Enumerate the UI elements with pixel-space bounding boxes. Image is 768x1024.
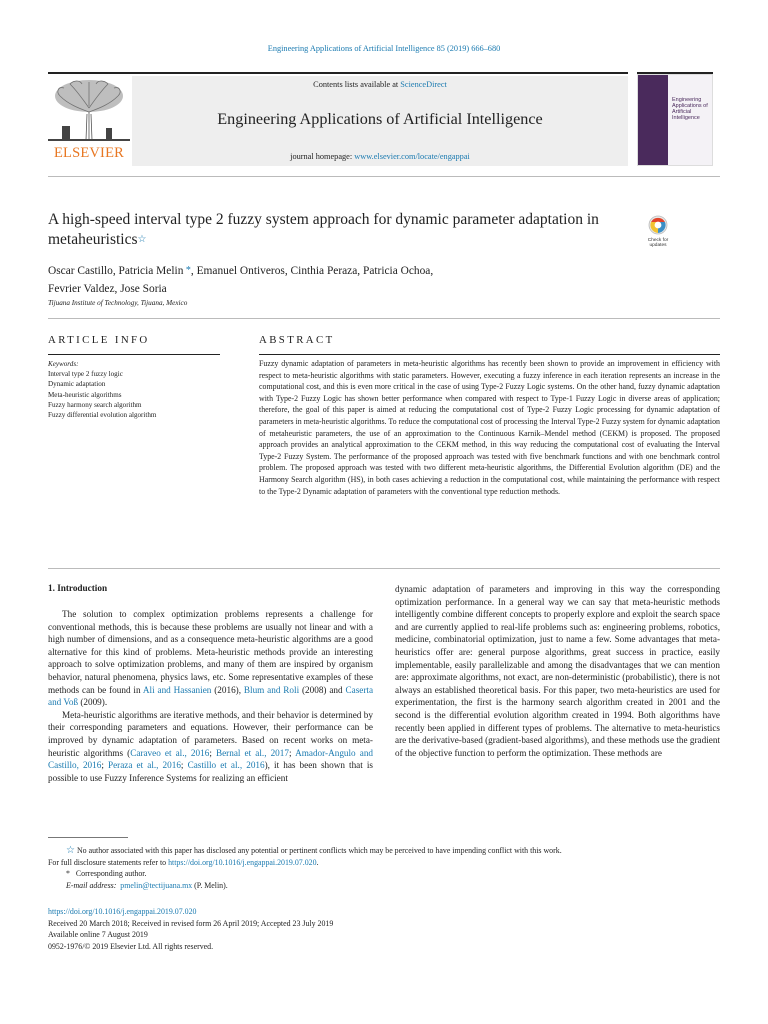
authors-line1-rest: , Emanuel Ontiveros, Cinthia Peraza, Patricia Ochoa, [190, 265, 434, 277]
text-separator: , [238, 684, 244, 695]
footnote-1-line2 [48, 857, 720, 869]
homepage-link[interactable]: www.elsevier.com/locate/engappai [354, 152, 470, 161]
abstract-rule [259, 354, 720, 355]
publication-info [48, 906, 333, 952]
journal-homepage [132, 152, 628, 161]
sciencedirect-link[interactable]: ScienceDirect [400, 80, 447, 89]
email-suffix: (P. Melin). [192, 880, 228, 890]
intro-p1-text: The solution to complex optimization problems represents a challenge for conventional methods, this is because these problems are usually not linear and with a high number of dimensions, and as a consequence meta-heuristic algorithms are a good alternative for this kind of problems. Meta-heuristic methods provide an interesting approach to solve optimization problems, and many of them are inspired by organism behavior, natural phenomena, physics laws, etc. Some representative examples of these methods can be found in [48, 609, 373, 695]
abstract-heading: ABSTRACT [259, 334, 335, 346]
text-separator: ; [180, 760, 188, 771]
cover-thumbnail [637, 74, 713, 166]
text-separator: ; [288, 747, 296, 758]
citation-link[interactable]: Amador-Angulo and Castillo, 2016 [48, 747, 374, 771]
contents-prefix: Contents lists available at [313, 80, 401, 89]
svg-text:updates: updates [649, 243, 667, 248]
elsevier-logo [48, 78, 130, 162]
keyword-item: Fuzzy differential evolution algorithm [48, 411, 157, 420]
keyword-item: Interval type 2 fuzzy logic [48, 370, 123, 379]
citation-link[interactable]: Ali and Hassanien [142, 684, 212, 695]
journal-reference-link[interactable]: Engineering Applications of Artificial Intelligence 85 (2019) 666–680 [267, 44, 501, 53]
email-line [48, 880, 720, 892]
homepage-prefix: journal homepage: [290, 152, 355, 161]
text-separator: ; [101, 760, 108, 771]
footnote-2 [48, 868, 720, 880]
abstract-text: Fuzzy dynamic adaptation of parameters in meta-heuristic algorithms has recently been shown to provide an improvement in efficiency with respect to meta-heuristic algorithms with static parameters. However, executing a fuzzy inference in each iteration represents an increase in the computational cost, and this is even more critical in the case of using Type-2 Fuzzy Logic systems. On the other hand, fuzzy dynamic adaptation with Type-2 Fuzzy Logic has shown better performance when compared with respect to Type-1 Fuzzy Logic in diverse areas of application; therefore, the goal of this paper is aimed at reducing the computational cost of Type-2 Fuzzy Logic processing for dynamic adaptation of parameters in meta-heuristic algorithms. To reduce the computational cost of processing the Interval Type-2 Fuzzy system for dynamic adaptation of metaheuristic parameters, the use of an approximation to the Continuous Karnik–Mendel method (CEKM) is proposed. The proposed approach provides an analytical approximation to the CEKM method, in this way reducing the computational cost of evaluating the Interval Type-2 Fuzzy System. The performance of the proposed approach was tested with five benchmark functions and with one benchmark control problem. The proposed approach was tested with two different meta-heuristic algorithms, the Differential Evolution algorithm (DE) and the Harmony Search algorithm (HS), in both cases achieving a reduction in the computational cost, while maintaining the performance with respect to the Type-2 Dynamic adaptation of parameters with the conventional type reduction methods. [259, 359, 720, 496]
footnote-1-text: No author associated with this paper has disclosed any potential or pertinent conflicts which may be perceived to have impending conflict with this work. [76, 846, 562, 855]
doi-link[interactable]: https://doi.org/10.1016/j.engappai.2019.07.020 [48, 907, 197, 916]
check-for-updates-badge[interactable] [640, 212, 676, 248]
cover-title: Engineering Applications of Artificial Intelligence [672, 97, 708, 121]
footnotes [48, 845, 720, 891]
footnote-1-prefix: For full disclosure statements refer to [48, 857, 169, 867]
citation-link[interactable]: Caraveo et al., 2016 [130, 747, 210, 758]
abstract-divider [48, 568, 720, 569]
header-divider [48, 176, 720, 177]
intro-left-column [48, 608, 373, 784]
footnote-2-mark: * [66, 869, 70, 879]
citation-link[interactable]: Blum and Roli [243, 684, 300, 695]
introduction-heading: 1. Introduction [48, 583, 108, 593]
intro-p2-text: Meta-heuristic algorithms are iterative methods, and their behavior is determined by their corresponding parameters and equations. However, their performance can be improved by dynamic adaptation of parameters. Based on recent works on meta-heuristic algorithms ( [48, 709, 373, 758]
text-separator: and [326, 684, 346, 695]
citation-link[interactable]: Peraza et al., 2016 [107, 760, 181, 771]
authors-line1: Oscar Castillo, Patricia Melin [48, 265, 184, 277]
svg-text:Check for: Check for [647, 238, 669, 243]
citation-year: (2008) [299, 684, 327, 695]
citation-year: (2009) [78, 697, 105, 708]
article-info-rule [48, 354, 220, 355]
author-list [48, 262, 608, 298]
citation-link[interactable]: Castillo et al., 2016 [187, 760, 265, 771]
intro-continued-paragraph: dynamic adaptation of parameters and improving in this way the corresponding optimization performance. In a general way we can say that meta-heuristic methods intelligently combine different concepts to properly explore and exploit the search space and are currently applied to real-life problems such as: engineering problems, robotics, medicine, combinatorial optimization, just to name a few. Some advantages that meta-heuristics offer are: general purpose algorithms, great success in practice, easily implementable, easily parallelizable and among the disadvantages that we can mention are: approximate algorithms, not exact, are non-deterministic (probabilistic), there is not always an established theoretical basis. For this paper, two meta-heuristics are used for experimentation, the first is the harmony search algorithm created in 2001 and the second is the differential evolution algorithm created in 1994. Both algorithms have recently been applied in different types of problems. The alternative to meta-heuristics are the derivative-based (gradient-based algorithms), and these methods use the gradient of the objective function to perform the optimization. These methods are [395, 584, 720, 758]
footnote-1 [48, 845, 720, 857]
received-dates: Received 20 March 2018; Received in revised form 26 April 2019; Accepted 23 July 2019 [48, 918, 334, 928]
cover-strip [638, 75, 668, 165]
footnote-star: ☆ [66, 845, 75, 856]
keywords-label: Keywords: [48, 360, 79, 368]
footnote-1-end: . [316, 857, 319, 867]
elsevier-tree-icon [48, 78, 130, 142]
email-link[interactable]: pmelin@tectijuana.mx [120, 880, 193, 890]
contents-line [132, 80, 628, 89]
affiliation: Tijuana Institute of Technology, Tijuana, Mexico [48, 299, 188, 307]
journal-cover [637, 72, 713, 166]
citation-link[interactable]: Caserta and Voß [48, 684, 374, 708]
intro-p2-end: ), it has been shown that is possible to use Fuzzy Inference Systems for realizing an efficient [48, 760, 374, 783]
disclosure-link[interactable]: https://doi.org/10.1016/j.engappai.2019.07.020 [168, 857, 317, 867]
text-separator: ; [209, 747, 216, 758]
intro-paragraph-2 [48, 709, 373, 785]
title-footnote-star[interactable]: ☆ [137, 234, 147, 245]
article-title-text: A high-speed interval type 2 fuzzy system approach for dynamic parameter adaptation in metaheuristics [48, 211, 599, 248]
available-online: Available online 7 August 2019 [48, 930, 148, 940]
corresponding-author-mark[interactable]: * [183, 265, 191, 276]
article-info-heading: ARTICLE INFO [48, 334, 150, 346]
authors-line2: Fevrier Valdez, Jose Soria [48, 283, 167, 295]
article-title [48, 210, 608, 250]
intro-paragraph-1 [48, 608, 373, 709]
journal-title: Engineering Applications of Artificial Intelligence [217, 110, 543, 128]
keyword-item: Fuzzy harmony search algorithm [48, 400, 142, 409]
title-divider [48, 318, 720, 319]
keyword-item: Dynamic adaptation [48, 380, 106, 389]
email-label: E-mail address: [66, 880, 117, 890]
footnote-2-text: Corresponding author. [75, 869, 147, 879]
intro-right-column [395, 583, 720, 759]
footnote-rule [48, 837, 128, 838]
citation-link[interactable]: Bernal et al., 2017 [215, 747, 289, 758]
keyword-item: Meta-heuristic algorithms [48, 390, 122, 399]
citation-year: (2016) [211, 684, 239, 695]
text-end: . [104, 697, 108, 708]
keywords-block [48, 359, 220, 420]
elsevier-wordmark: ELSEVIER [53, 145, 125, 161]
check-for-updates-icon [640, 212, 676, 248]
copyright: 0952-1976/© 2019 Elsevier Ltd. All rights reserved. [48, 941, 214, 951]
